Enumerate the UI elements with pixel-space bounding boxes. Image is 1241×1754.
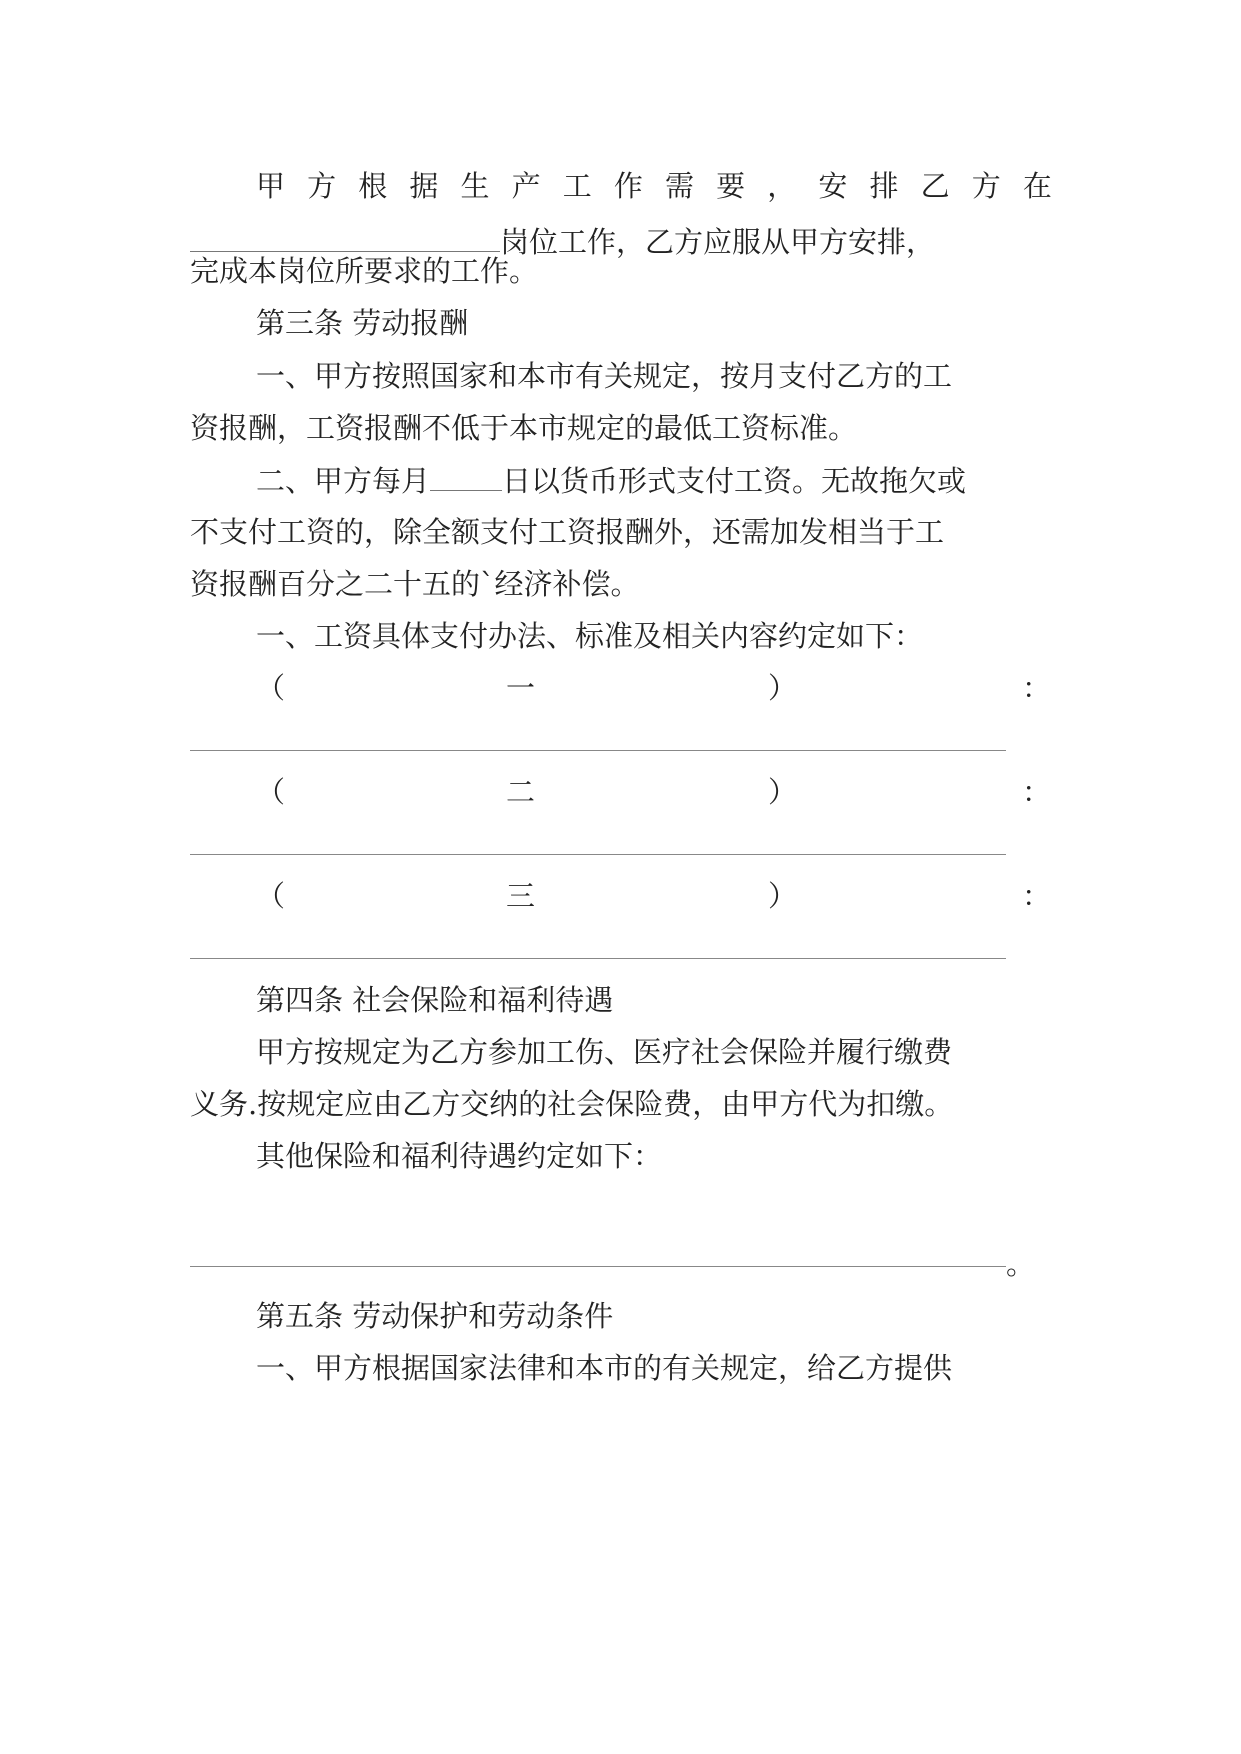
- item-number: 一: [506, 671, 536, 705]
- art2-line1-char: 安: [818, 169, 848, 203]
- payday-blank[interactable]: [430, 460, 502, 491]
- art2-line2-text: 岗位工作，乙方应服从甲方安排，: [500, 225, 936, 259]
- art3-p2-text-b: 日以货币形式支付工资。无故拖欠或: [502, 464, 967, 498]
- art2-line3-text: 完成本岗位所要求的工作。: [190, 254, 539, 288]
- item-close-paren: ）: [768, 879, 798, 913]
- art2-line1-char: 根: [358, 169, 388, 203]
- item-open-paren: （: [256, 775, 286, 809]
- art2-line1-char: 要: [716, 169, 746, 203]
- art4-p2-line1: 其他保险和福利待遇约定如下：: [256, 1139, 663, 1173]
- art4-title: 第四条 社会保险和福利待遇: [256, 983, 614, 1017]
- item-number: 二: [506, 775, 536, 809]
- art2-line1-char: 作: [613, 169, 643, 203]
- art2-line1-char: 乙: [920, 169, 950, 203]
- art3-p2-text-a: 二、甲方每月: [256, 464, 431, 498]
- art2-line1-char: 据: [409, 169, 439, 203]
- art2-line1-char: 生: [460, 169, 490, 203]
- art3-title: 第三条 劳动报酬: [256, 306, 469, 340]
- art2-line1-char: 方: [971, 169, 1001, 203]
- item-colon: ：: [1022, 671, 1052, 705]
- art5-title: 第五条 劳动保护和劳动条件: [256, 1299, 614, 1333]
- other-benefits-blank[interactable]: [190, 1266, 1006, 1267]
- art5-p1-line1: 一、甲方根据国家法律和本市的有关规定，给乙方提供: [256, 1351, 953, 1385]
- item-number: 三: [506, 879, 536, 913]
- item-open-paren: （: [256, 879, 286, 913]
- art3-p3-line1: 一、工资具体支付办法、标准及相关内容约定如下：: [256, 619, 924, 653]
- item-colon: ：: [1022, 879, 1052, 913]
- pay-item-1-blank[interactable]: [190, 750, 1006, 751]
- art3-p1-line1: 一、甲方按照国家和本市有关规定，按月支付乙方的工: [256, 359, 953, 393]
- art2-line1-char: 在: [1022, 169, 1052, 203]
- item-open-paren: （: [256, 671, 286, 705]
- pay-item-3-blank[interactable]: [190, 958, 1006, 959]
- art4-p1-line2: 义务.按规定应由乙方交纳的社会保险费，由甲方代为扣缴。: [190, 1087, 954, 1121]
- art3-p2-line1: [256, 460, 1052, 501]
- art2-line1-char: 甲: [256, 169, 286, 203]
- item-colon: ：: [1022, 775, 1052, 809]
- art2-line1-char: 排: [869, 169, 899, 203]
- art3-p1-line2: 资报酬，工资报酬不低于本市规定的最低工资标准。: [190, 411, 858, 445]
- other-benefits-period: 。: [1006, 1247, 1036, 1281]
- item-close-paren: ）: [768, 671, 798, 705]
- art2-line1-char: 方: [307, 169, 337, 203]
- art2-line1-char: ，: [767, 169, 797, 203]
- art2-line1: [256, 166, 1052, 206]
- art2-line1-char: 需: [665, 169, 695, 203]
- art3-p2-line2: 不支付工资的，除全额支付工资报酬外，还需加发相当于工: [190, 515, 945, 549]
- art2-line1-char: 工: [562, 169, 592, 203]
- art2-line1-char: 产: [511, 169, 541, 203]
- art4-p1-line1: 甲方按规定为乙方参加工伤、医疗社会保险并履行缴费: [256, 1035, 953, 1069]
- item-close-paren: ）: [768, 775, 798, 809]
- position-blank[interactable]: [190, 221, 500, 252]
- pay-item-2-blank[interactable]: [190, 854, 1006, 855]
- art3-p2-line3: 资报酬百分之二十五的`经济补偿。: [190, 567, 640, 601]
- art2-line3: [190, 251, 1052, 291]
